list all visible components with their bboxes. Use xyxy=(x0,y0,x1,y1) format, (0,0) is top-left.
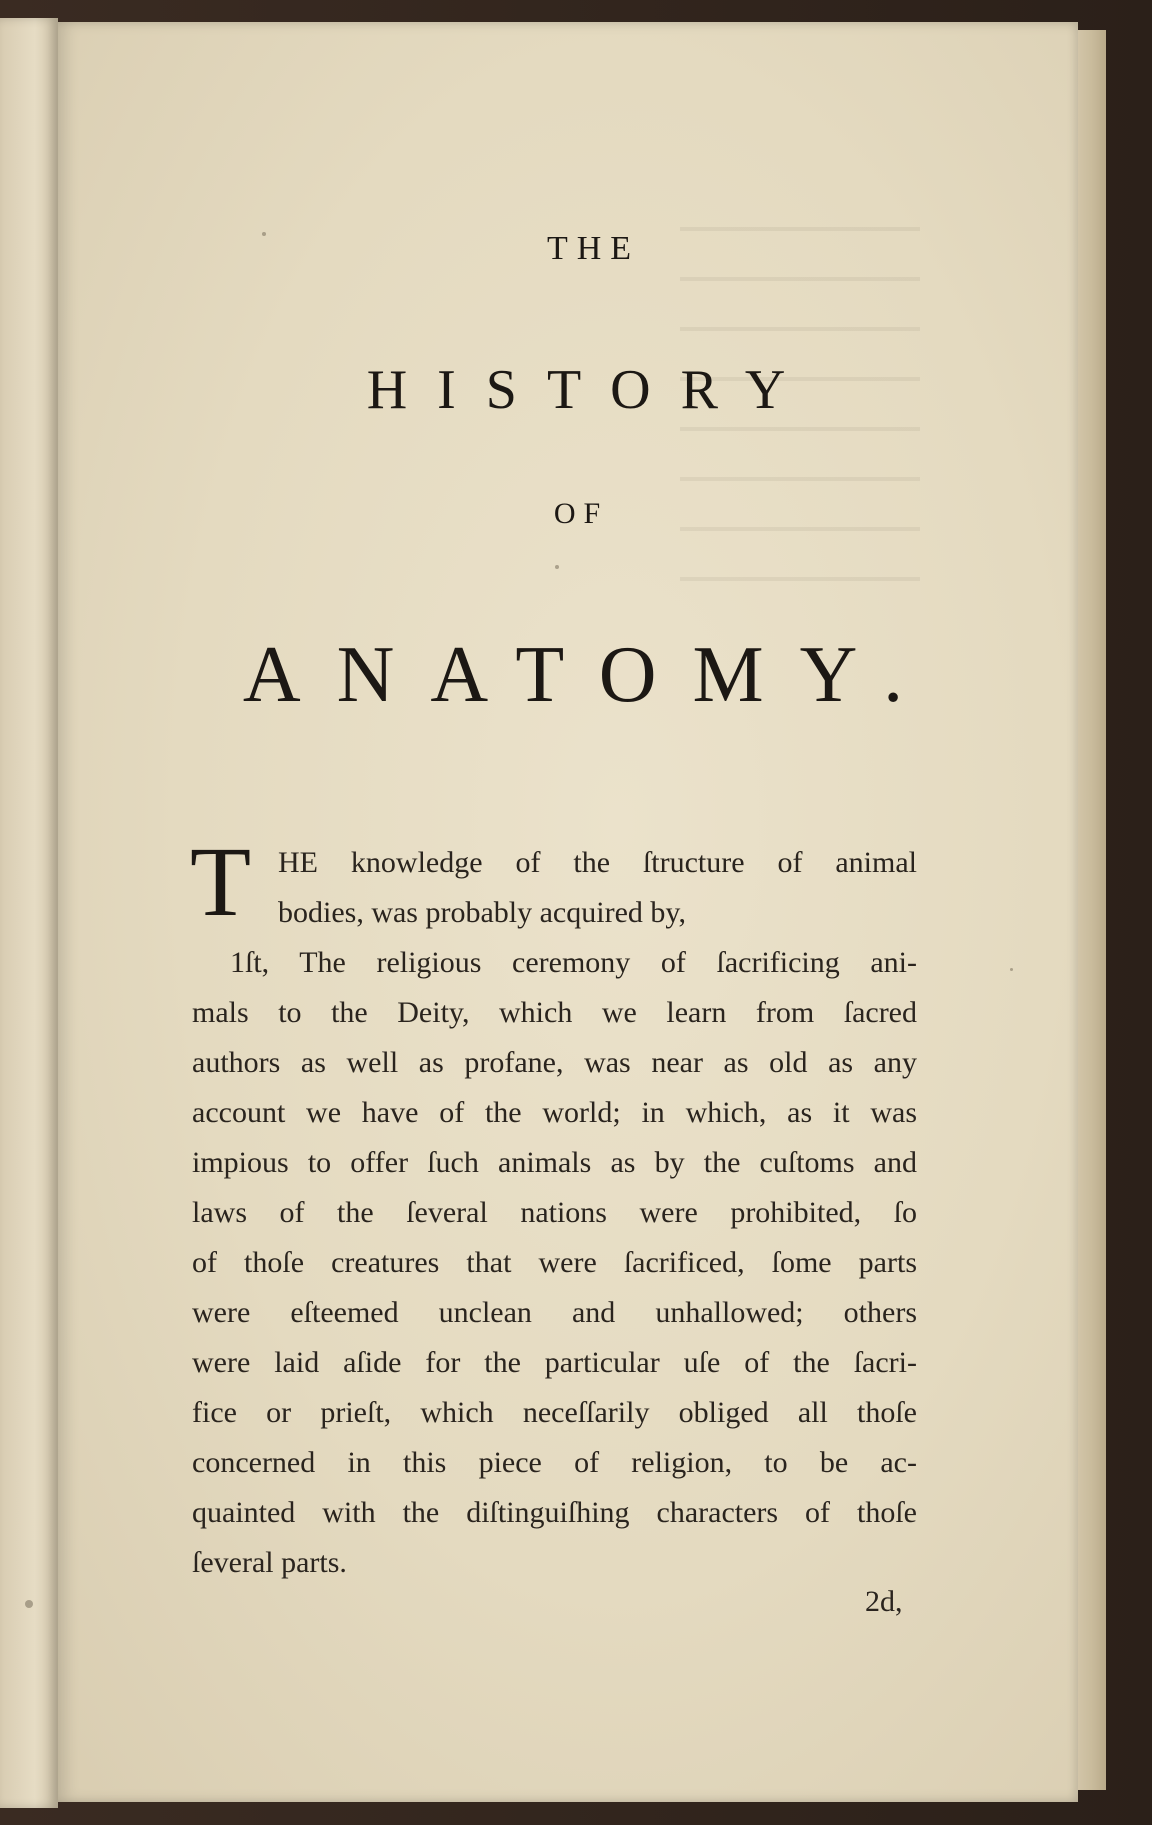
text-line: account we have of the world; in which, as it was xyxy=(192,1096,917,1129)
left-page-edge xyxy=(0,18,58,1808)
title-history: HISTORY xyxy=(366,359,816,421)
text-line: bodies, was probably acquired by, xyxy=(278,896,686,929)
text-line: mals to the Deity, which we learn from ſacred xyxy=(192,996,917,1029)
text-line: were laid aſide for the particular uſe of the ſacri- xyxy=(192,1346,917,1379)
text-line: of thoſe creatures that were ſacrificed, ſome parts xyxy=(192,1246,917,1279)
text-line: HE knowledge of the ſtructure of animal xyxy=(278,846,917,879)
body-text xyxy=(190,826,917,1588)
page-fore-edge xyxy=(1078,30,1106,1790)
text-line: fice or prieſt, which neceſſarily obliged all thoſe xyxy=(192,1396,917,1429)
text-line: impious to offer ſuch animals as by the cuſtoms and xyxy=(192,1146,917,1179)
title-anatomy: ANATOMY. xyxy=(242,631,940,719)
title-the: THE xyxy=(546,230,641,267)
text-line: laws of the ſeveral nations were prohibited, ſo xyxy=(192,1196,917,1229)
text-line: authors as well as profane, was near as old as any xyxy=(192,1046,917,1079)
text-line: 1ſt, The religious ceremony of ſacrificing ani- xyxy=(230,946,917,979)
page-speck xyxy=(555,565,559,569)
text-line: quainted with the diſtinguiſhing characters of thoſe xyxy=(192,1496,917,1529)
title-of: OF xyxy=(553,497,609,530)
page-speck xyxy=(1010,968,1013,971)
catchword: 2d, xyxy=(865,1585,903,1618)
text-line: ſeveral parts. xyxy=(192,1546,347,1579)
page-speck xyxy=(25,1600,33,1608)
text-line: concerned in this piece of religion, to be ac- xyxy=(192,1446,917,1479)
text-line: were eſteemed unclean and unhallowed; others xyxy=(192,1296,917,1329)
drop-cap: T xyxy=(190,826,252,937)
